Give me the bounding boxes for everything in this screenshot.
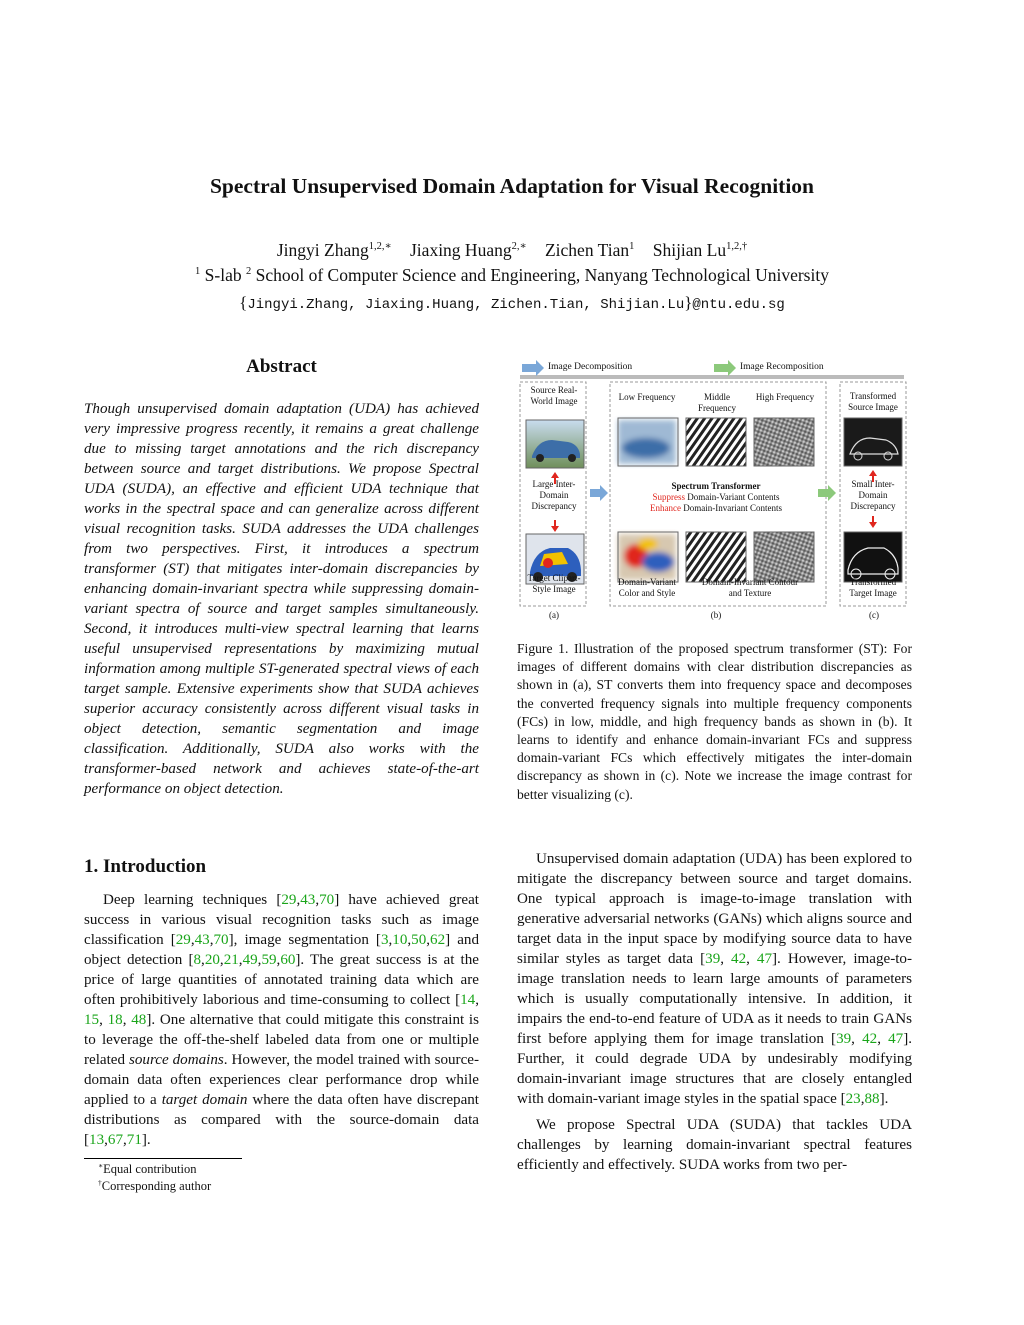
affiliations: $^1$ S-lab $^2$ School of Computer Science and Engineering, Nanyang Technological University — [195, 265, 829, 285]
abstract-body: Though unsupervised domain adaptation (UDA) has achieved very impressive progress recently, it remains a great challenge due to missing target annotations and the rich discrepancy between source and target distributions. We propose Spectral UDA (SUDA), an effective and efficient UDA technique that works in the spectral space and can generalize across different visual recognition tasks. SUDA addresses the UDA challenges from two perspectives. First, it introduces a spectrum transformer (ST) that mitigates inter-domain discrepancies by enhancing domain-invariant spectra while suppressing domain-variant spectra of source and target samples simultaneously. Second, it introduces multi-view spectral learning that learns useful unsupervised representations by maximizing mutual information among multiple ST-generated spectral views of each target sample. Extensive experiments show that SUDA achieves superior accuracy consistently across different visual tasks in object detection, semantic segmentation and image classification. Additionally, SUDA also works with the transformer-based network and achieves state-of-the-art performance on object detection. — [84, 401, 479, 797]
citation-link[interactable]: 15 — [84, 1012, 100, 1028]
transformed-source-label: Transformed Source Image — [848, 391, 898, 412]
italic-term: target domain — [161, 1092, 248, 1108]
intro-paragraph-3: We propose Spectral UDA (SUDA) that tackles UDA challenges by learning domain-invariant spectral features efficiently and effectively. SUDA works from two per- — [517, 1117, 912, 1173]
small-discrepancy-label: Small Inter-Domain Discrepancy — [850, 479, 896, 511]
citation-link[interactable]: 14 — [460, 992, 476, 1008]
citation-link[interactable]: 23 — [845, 1091, 861, 1107]
enhance-line: Enhance Domain-Invariant Contents — [650, 503, 782, 513]
suppress-line: Suppress Domain-Variant Contents — [652, 492, 780, 502]
citation-link[interactable]: 42 — [731, 951, 747, 967]
author-emails: {Jingyi.Zhang, Jiaxing.Huang, Zichen.Tian, Shijian.Lu}@ntu.edu.sg — [239, 293, 785, 313]
domain-invariant-label: Domain-Invariant Contour and Texture — [701, 577, 799, 598]
citation-link[interactable]: 71 — [126, 1132, 142, 1148]
high-frequency-source — [754, 418, 814, 466]
footnotes — [84, 1161, 479, 1195]
author: Shijian $Lu^{1,2,\dagger}$ — [652, 240, 748, 260]
citation-link[interactable]: 70 — [213, 932, 229, 948]
citation-link[interactable]: 42 — [862, 1031, 878, 1047]
panel-b-label: (b) — [710, 610, 722, 620]
citation-link[interactable]: 67 — [107, 1132, 123, 1148]
citation-link[interactable]: 10 — [392, 932, 408, 948]
panel-a-label: (a) — [549, 610, 559, 620]
target-label: Target Clipart-Style Image — [527, 573, 581, 594]
citation-link[interactable]: 47 — [888, 1031, 904, 1047]
section-heading-introduction: 1. Introduction — [84, 856, 207, 877]
figure-1 — [518, 358, 908, 626]
author: Zichen Tian$^1$ — [544, 240, 635, 260]
panel-c-label: (c) — [869, 610, 879, 620]
low-frequency-label: Low Frequency — [618, 392, 676, 402]
citation-link[interactable]: 50 — [411, 932, 427, 948]
footnote-rule — [84, 1158, 242, 1159]
recomposition-label: Image Recomposition — [740, 362, 824, 372]
intro-column-right — [517, 849, 912, 1175]
citation-link[interactable]: 29 — [175, 932, 191, 948]
citation-link[interactable]: 21 — [223, 952, 239, 968]
citation-link[interactable]: 18 — [107, 1012, 123, 1028]
citation-link[interactable]: 48 — [131, 1012, 147, 1028]
transformed-target-label: Transformed Target Image — [849, 577, 897, 598]
citation-link[interactable]: 70 — [319, 892, 335, 908]
citation-link[interactable]: 20 — [204, 952, 220, 968]
intro-paragraph-1: Deep learning techniques [29,43,70] have achieved great success in various visual recognition tasks such as image classification [29,43,70], image segmentation [3,10,50,62] and object detection [8,20,21,49,59,60]. The great success is at the price of large quantities of annotated training data which are often prohibitively laborious and time-consuming to collect [14, 15, 18, 48]. One alternative that could mitigate this constraint is to leverage the off-the-shelf labeled data from one or multiple related source domains. However, the model trained with source-domain data often experiences clear performance drop while applied to a target domain where the data often have discrepant distributions as compared with the source-domain data [13,67,71]. — [84, 892, 480, 1148]
intro-paragraph-2: Unsupervised domain adaptation (UDA) has been explored to mitigate the discrepancy between source and target domains. One typical approach is image-to-image translation with generative adversarial networks (GANs) which aligns source and target data in the input space by modifying source data to have similar styles as target data [39, 42, 47]. However, image-to-image translation needs to learn large amounts of parameters which is usually computationally intensive. In addition, it impairs the end-to-end feature of UDA as it needs to train GANs first before applying them for image translation [39, 42, 47]. Further, it could degrade UDA by undesirably modifying domain-invariant image structures that are closely entangled with domain-variant image styles in the spatial space [23,88]. — [517, 851, 913, 1107]
footnote-corresponding-author: †Corresponding author — [98, 1177, 212, 1193]
citation-link[interactable]: 3 — [380, 932, 389, 948]
citation-link[interactable]: 62 — [430, 932, 446, 948]
decomposition-arrow — [522, 360, 544, 376]
paper-title: Spectral Unsupervised Domain Adaptation for Visual Recognition — [209, 174, 815, 198]
citation-link[interactable]: 47 — [756, 951, 773, 967]
high-frequency-target — [754, 532, 814, 582]
author: Jingyi Zhang$^{1,2,∗}$ — [276, 240, 392, 260]
abstract-heading: Abstract — [246, 356, 317, 377]
middle-frequency-target — [686, 532, 746, 582]
spectrum-transformer-title: Spectrum Transformer — [671, 481, 761, 491]
decomposition-label: Image Decomposition — [548, 362, 633, 372]
large-discrepancy-label: Large Inter-Domain Discrepancy — [531, 479, 577, 511]
citation-link[interactable]: 8 — [193, 952, 202, 968]
citation-link[interactable]: 60 — [280, 952, 296, 968]
citation-link[interactable]: 49 — [242, 952, 258, 968]
citation-link[interactable]: 59 — [261, 952, 277, 968]
citation-link[interactable]: 88 — [864, 1091, 880, 1107]
citation-link[interactable]: 43 — [194, 932, 210, 948]
recomposition-arrow — [714, 360, 736, 376]
middle-frequency-source — [686, 418, 746, 466]
author: Jiaxing Huang$^{2,∗}$ — [410, 240, 527, 260]
source-label: Source Real-World Image — [530, 385, 578, 406]
middle-frequency-label: Middle Frequency — [698, 392, 736, 413]
footnote-equal-contribution: ∗Equal contribution — [98, 1160, 197, 1176]
high-frequency-label: High Frequency — [755, 392, 815, 402]
intro-column-left — [84, 890, 479, 1150]
citation-link[interactable]: 39 — [836, 1031, 852, 1047]
figure-caption: Figure 1. Illustration of the proposed spectrum transformer (ST): For images of different domains with clear distribution discrepancies as shown in (a), ST converts them into frequency space and decomposes the converted frequency signals into multiple frequency components (FCs) in low, middle, and high frequency bands as shown in (b). It learns to identify and enhance domain-invariant FCs and suppress domain-variant FCs which effectively mitigates the inter-domain discrepancy as shown in (c). Note we increase the image contrast for better visualizing (c). — [517, 641, 912, 802]
author-list — [0, 240, 1024, 261]
citation-link[interactable]: 39 — [705, 951, 721, 967]
citation-link[interactable]: 29 — [281, 892, 297, 908]
italic-term: source domains — [129, 1052, 224, 1068]
transformed-source-image — [844, 418, 902, 466]
domain-variant-label: Domain-Variant Color and Style — [618, 577, 676, 598]
citation-link[interactable]: 13 — [89, 1132, 105, 1148]
citation-link[interactable]: 43 — [300, 892, 316, 908]
